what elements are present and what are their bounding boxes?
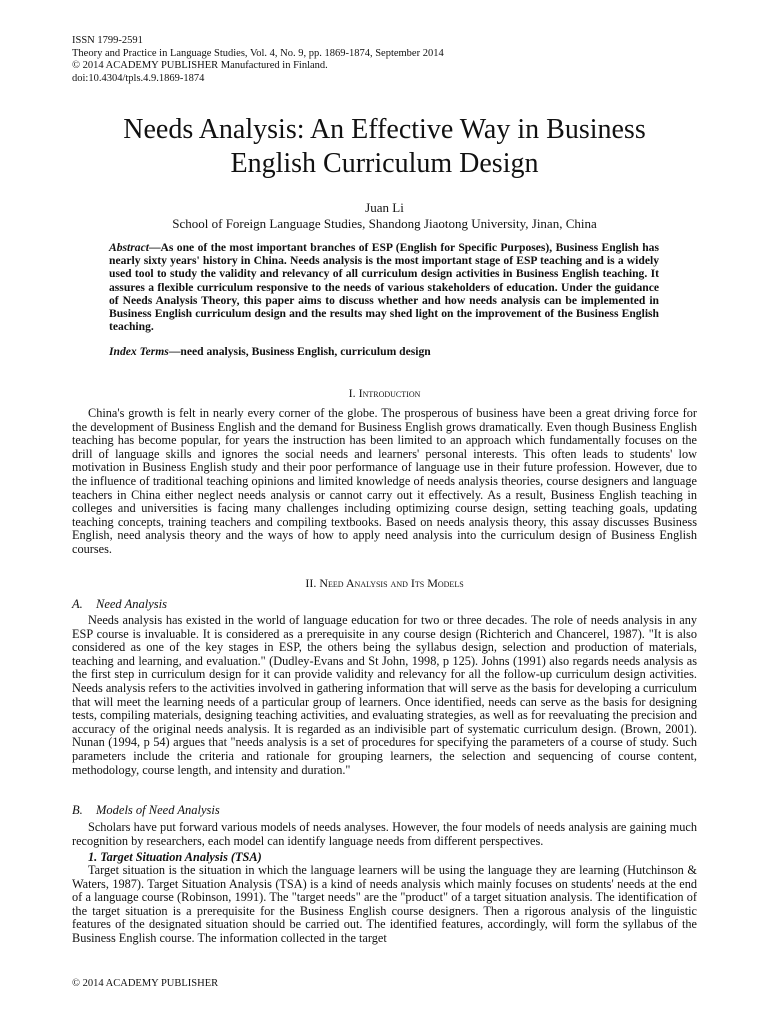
abstract-text: —As one of the most important branches of ESP (English for Specific Purposes), Business English has nearly sixty years' history in China. Needs analysis is the most important stage of ESP teaching and is a widely used tool to study the validity and relevancy of all curriculum design activities in Business English teaching. It assures a flexible curriculum responsive to the needs of various stakeholders of education. Under the guidance of Needs Analysis Theory, this paper aims to discuss whether and how needs analysis can be implemented in Business English curriculum design and the results may shed light on the improvement of the Business English teaching.	[109, 241, 659, 334]
author-name: Juan Li	[365, 200, 404, 215]
subsection-title: Models of Need Analysis	[96, 803, 220, 817]
issn: ISSN 1799-2591	[72, 35, 143, 46]
subsection-letter: A.	[72, 597, 83, 611]
introduction-paragraph: China's growth is felt in nearly every corner of the globe. The prosperous of business have been a great driving force for the development of Business English and the demand for Business English grows dramatically. Even though Business English teaching has become popular, for years the instruction has been limited to an approach which fundamentally focuses on the drill of language skills and ignores the social needs and learners' personal interests. This often leads to students' low motivation in Business English study and their poor performance of language use in their future profession. However, due to the influence of traditional teaching opinions and limited knowledge of needs analysis theories, course designers and language teachers in China either neglect needs analysis or cannot carry out it effectively. As a result, Business English teaching in colleges and universities is facing many challenges including optimizing course design, setting teaching goals, updating teaching concepts, training teachers and compiling textbooks. Based on needs analysis theory, this assay discusses Business English, need analysis theory and the ways of how to apply need analysis into the curriculum design of Business English courses.	[72, 406, 697, 556]
subsection-letter: B.	[72, 803, 83, 817]
paper-title	[72, 113, 697, 181]
index-terms	[109, 345, 659, 359]
journal-header	[72, 35, 444, 85]
copyright-line: © 2014 ACADEMY PUBLISHER Manufactured in Finland.	[72, 60, 328, 71]
index-terms-label: Index Terms	[109, 345, 169, 358]
subsection-title: Need Analysis	[96, 597, 167, 611]
tsa-paragraph: Target situation is the situation in which the language learners will be using the language they are learning (Hutchinson & Waters, 1987). Target Situation Analysis (TSA) is a kind of needs analysis which mainly focuses on students' needs at the end of a language course (Robinson, 1991). The "target needs" are the "product" of a target situation analysis. The identification of the target situation is a prerequisite for the Business English course designers. Then a rigorous analysis of the linguistic features of the designated situation should be carried out. The identified features, accordingly, will form the syllabus of the Business English course. The information collected in the target	[72, 863, 697, 945]
subsection-heading-models	[72, 803, 220, 818]
journal-citation: Theory and Practice in Language Studies, Vol. 4, No. 9, pp. 1869-1874, September 2014	[72, 47, 444, 59]
abstract	[109, 241, 659, 333]
author-affiliation: School of Foreign Language Studies, Shandong Jiaotong University, Jinan, China	[172, 216, 597, 231]
section-heading-introduction: I. Introduction	[348, 386, 421, 400]
section-heading-need-analysis-models: II. Need Analysis and Its Models	[305, 576, 464, 590]
title-line-2: English Curriculum Design	[230, 148, 539, 179]
tsa-heading: 1. Target Situation Analysis (TSA)	[88, 850, 262, 864]
models-paragraph: Scholars have put forward various models of needs analyses. However, the four models of needs analysis are gaining much recognition by researchers, each model can identify language needs from different perspectives.	[72, 820, 697, 848]
page-footer: © 2014 ACADEMY PUBLISHER	[72, 978, 219, 989]
paper-page	[72, 0, 697, 1024]
doi: doi:10.4304/tpls.4.9.1869-1874	[72, 72, 205, 84]
index-terms-text: —need analysis, Business English, curriculum design	[168, 345, 431, 358]
need-analysis-paragraph: Needs analysis has existed in the world of language education for two or three decades. The role of needs analysis in any ESP course is invaluable. It is considered as a prerequisite in any course design (Richterich and Chancerel, 1987). "It is also considered as one of the key stages in ESP, the others being the syllabus design, selection and production of materials, teaching and learning, and evaluation." (Dudley-Evans and St John, 1998, p 125). Johns (1991) also regards needs analysis as the first step in curriculum design for it can provide validity and relevancy for all the follow-up curriculum design activities. Needs analysis refers to the activities involved in gathering information that will serve as the basis for developing a curriculum that will meet the learning needs of a particular group of learners. Once identified, needs can serve as the basis for designing tests, compiling materials, designing teaching activities, and evaluating strategies, as well as for reevaluating the precision and accuracy of the original needs analysis. It is regarded as an indivisible part of systematic curriculum design. (Brown, 2001). Nunan (1994, p 54) argues that "needs analysis is a set of procedures for specifying the parameters of a course of study. Such parameters include the criteria and rationale for grouping learners, the selection and sequencing of course content, methodology, course length, and intensity and duration."	[72, 613, 697, 777]
abstract-label: Abstract	[109, 241, 149, 254]
title-line-1: Needs Analysis: An Effective Way in Business	[123, 114, 646, 145]
subsection-heading-need-analysis	[72, 597, 167, 612]
